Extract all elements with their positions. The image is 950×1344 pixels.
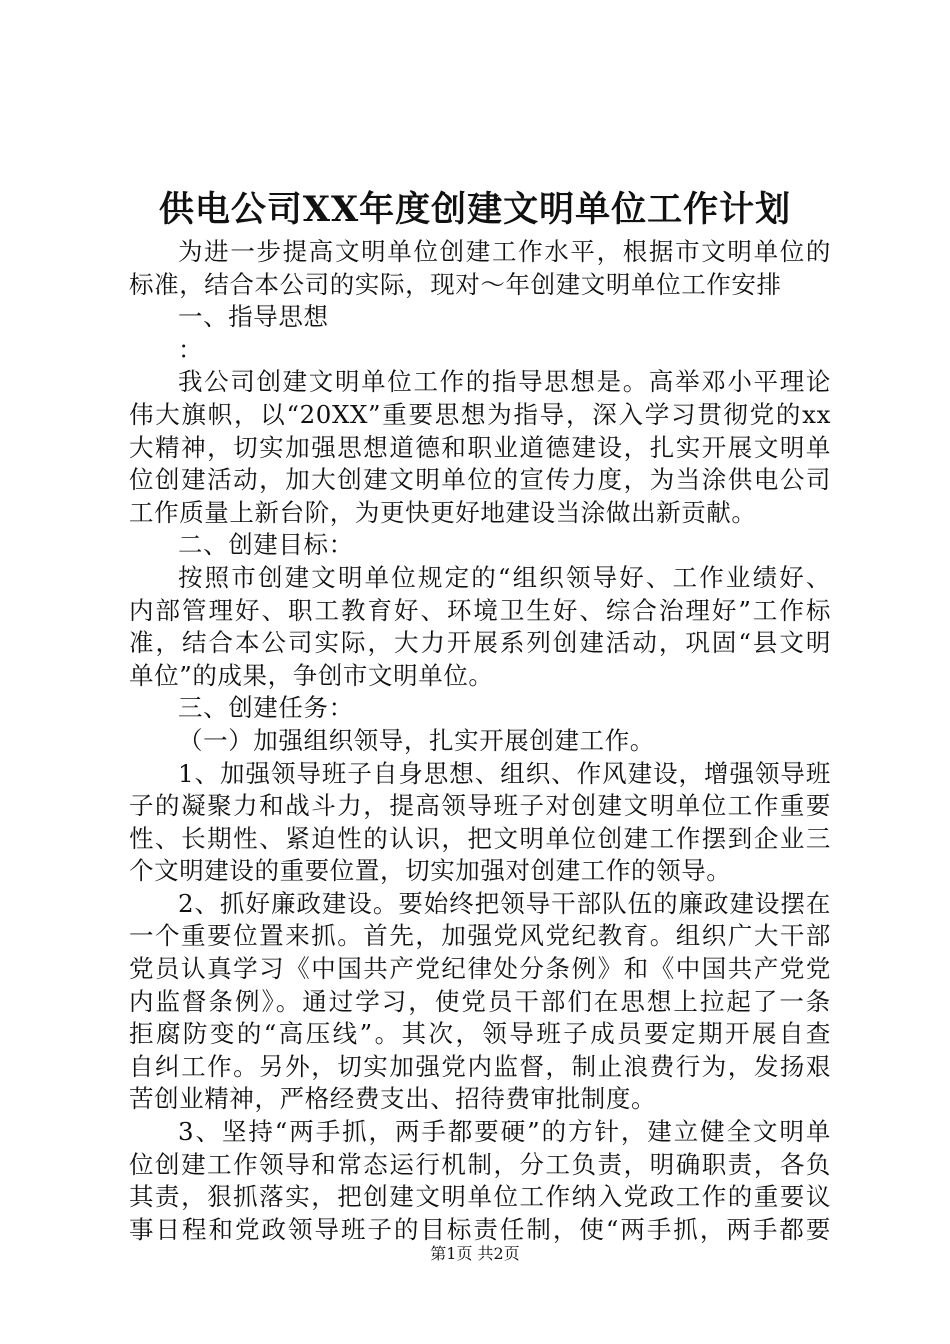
- text-line: 1、加强领导班子自身思想、组织、作风建设，增强领导班: [178, 758, 831, 788]
- text-line: 性、长期性、紧迫性的认识，把文明单位创建工作摆到企业三: [129, 823, 831, 853]
- text-line: 准，结合本公司实际，大力开展系列创建活动，巩固“县文明: [129, 628, 831, 658]
- text-line: 自纠工作。另外，切实加强党内监督，制止浪费行为，发扬艰: [129, 1051, 831, 1081]
- text-line: 位创建工作领导和常态运行机制，分工负责，明确职责，各负: [129, 1149, 831, 1179]
- text-line: 2、抓好廉政建设。要始终把领导干部队伍的廉政建设摆在: [178, 888, 831, 918]
- text-line: 苦创业精神，严格经费支出、招待费审批制度。: [129, 1084, 657, 1114]
- text-line: 3、坚持“两手抓，两手都要硬”的方针，建立健全文明单: [178, 1117, 831, 1147]
- text-line: 标准，结合本公司的实际，现对～年创建文明单位工作安排: [129, 269, 782, 299]
- text-line: 三、创建任务：: [178, 693, 354, 723]
- text-line: 按照市创建文明单位规定的“组织领导好、工作业绩好、: [178, 562, 831, 592]
- text-line: 事日程和党政领导班子的目标责任制，使“两手抓，两手都要: [129, 1214, 831, 1244]
- text-line: 一、指导思想: [178, 302, 329, 332]
- text-line: 内部管理好、职工教育好、环境卫生好、综合治理好”工作标: [129, 595, 831, 625]
- text-line: 其责，狠抓落实，把创建文明单位工作纳入党政工作的重要议: [129, 1182, 831, 1212]
- document-title: 供电公司XX年度创建文明单位工作计划: [158, 189, 792, 230]
- text-line: ：: [178, 334, 204, 364]
- text-line: 拒腐防变的“高压线”。其次，领导班子成员要定期开展自查: [129, 1019, 831, 1049]
- text-line: 我公司创建文明单位工作的指导思想是。高举邓小平理论: [178, 367, 831, 397]
- text-line: 位创建活动，加大创建文明单位的宣传力度，为当涂供电公司: [129, 465, 831, 495]
- text-line: 个文明建设的重要位置，切实加强对创建工作的领导。: [129, 856, 732, 886]
- text-line: 二、创建目标：: [178, 530, 354, 560]
- page-footer: 第1页 共2页: [430, 1244, 520, 1263]
- text-line: 子的凝聚力和战斗力，提高领导班子对创建文明单位工作重要: [129, 791, 831, 821]
- text-line: 为进一步提高文明单位创建工作水平，根据市文明单位的: [178, 237, 831, 266]
- text-line: 工作质量上新台阶，为更快更好地建设当涂做出新贡献。: [129, 497, 757, 527]
- text-line: 内监督条例》。通过学习，使党员干部们在思想上拉起了一条: [129, 986, 831, 1016]
- text-line: （一）加强组织领导，扎实开展创建工作。: [178, 725, 655, 755]
- document-body: [129, 236, 831, 1246]
- text-line: 单位”的成果，争创市文明单位。: [129, 660, 494, 690]
- text-line: 大精神，切实加强思想道德和职业道德建设，扎实开展文明单: [129, 432, 831, 462]
- text-line: 一个重要位置来抓。首先，加强党风党纪教育。组织广大干部: [129, 921, 831, 951]
- text-line: 伟大旗帜，以“20XX”重要思想为指导，深入学习贯彻党的xx: [129, 399, 831, 429]
- text-line: 党员认真学习《中国共产党纪律处分条例》和《中国共产党党: [129, 954, 831, 984]
